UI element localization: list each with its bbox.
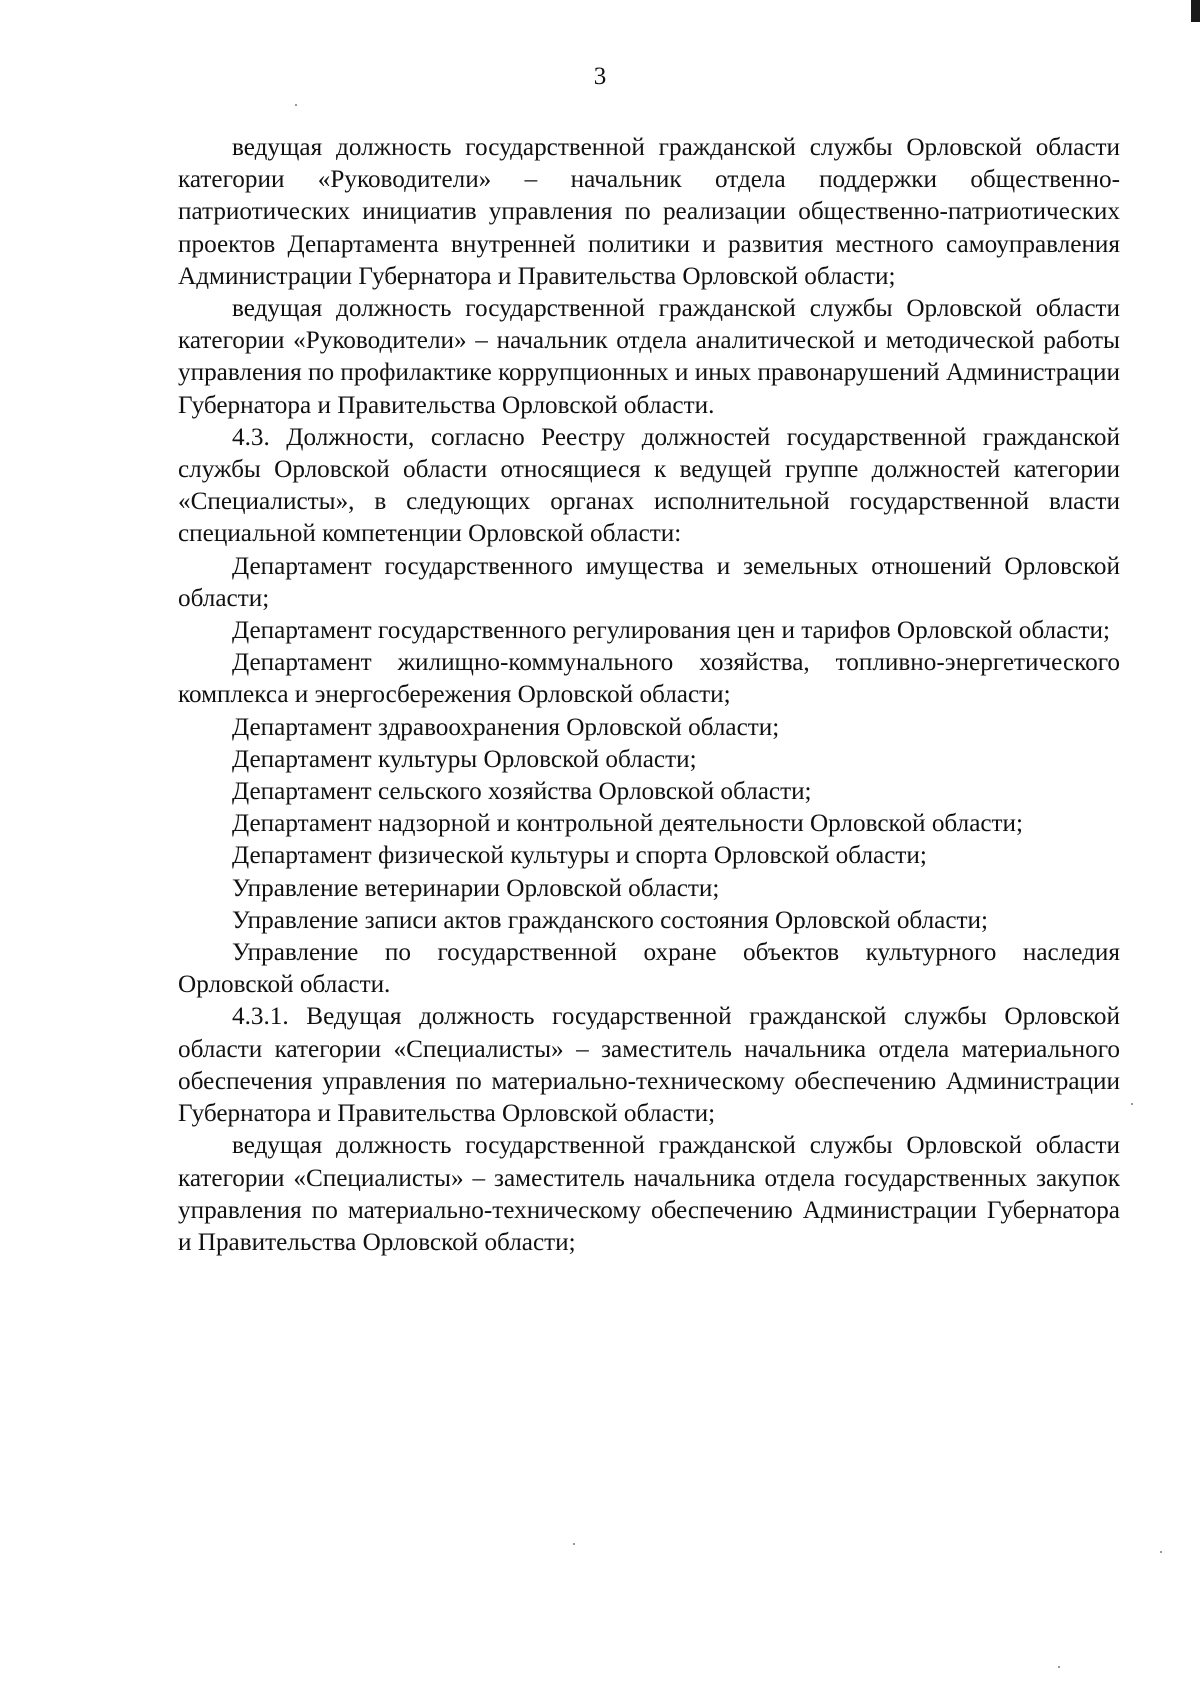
scan-speck	[1058, 1666, 1060, 1668]
paragraph-9: Департамент сельского хозяйства Орловской области;	[232, 778, 812, 806]
paragraph-10: Департамент надзорной и контрольной деятельности Орловской области;	[232, 810, 1024, 838]
scan-speck	[573, 1543, 575, 1545]
page-number: 3	[593, 63, 607, 90]
scan-speck	[295, 104, 297, 106]
paragraph-4: Департамент государственного имущества и земельных отношений Орловской области;	[178, 552, 1120, 612]
scan-edge-mark	[1191, 0, 1200, 22]
paragraph-7: Департамент здравоохранения Орловской области;	[232, 713, 780, 741]
paragraph-3: 4.3. Должности, согласно Реестру должностей государственной гражданской службы Орловской области относящиеся к ведущей группе должностей категории «Специалисты», в следующих органах исполнительной государственной власти специальной компетенции Орловской области:	[178, 423, 1120, 548]
paragraph-15: 4.3.1. Ведущая должность государственной гражданской службы Орловской области категории «Специалисты» – заместитель начальника отдела материального обеспечения управления по материально-техническому обеспечению Администрации Губернатора и Правительства Орловской области;	[178, 1003, 1120, 1128]
paragraph-2: ведущая должность государственной гражданской службы Орловской области категории «Руководители» – начальник отдела аналитической и методической работы управления по профилактике коррупционных и иных правонарушений Администрации Губернатора и Правительства Орловской области.	[178, 295, 1120, 419]
paragraph-1: ведущая должность государственной гражданской службы Орловской области категории «Руководители» – начальник отдела поддержки общественно-патриотических инициатив управления по реализации общественно-патриотических проектов Департамента внутренней политики и развития местного самоуправления Администрации Губернатора и Правительства Орловской области;	[178, 134, 1120, 290]
paragraph-14: Управление по государственной охране объектов культурного наследия Орловской области.	[178, 939, 1120, 999]
paragraph-6: Департамент жилищно-коммунального хозяйства, топливно-энергетического комплекса и энергосбережения Орловской области;	[178, 649, 1120, 709]
paragraph-12: Управление ветеринарии Орловской области;	[232, 874, 720, 902]
document-body	[178, 132, 1120, 1259]
paragraph-11: Департамент физической культуры и спорта Орловской области;	[232, 842, 927, 870]
paragraph-5: Департамент государственного регулирования цен и тарифов Орловской области;	[232, 617, 1110, 645]
scan-speck	[1131, 1103, 1133, 1105]
paragraph-13: Управление записи актов гражданского состояния Орловской области;	[232, 906, 989, 934]
paragraph-16: ведущая должность государственной гражданской службы Орловской области категории «Специалисты» – заместитель начальника отдела государственных закупок управления по материально-техническому обеспечению Администрации Губернатора и Правительства Орловской области;	[178, 1132, 1120, 1256]
scan-speck	[1160, 1551, 1162, 1553]
paragraph-8: Департамент культуры Орловской области;	[232, 745, 697, 773]
